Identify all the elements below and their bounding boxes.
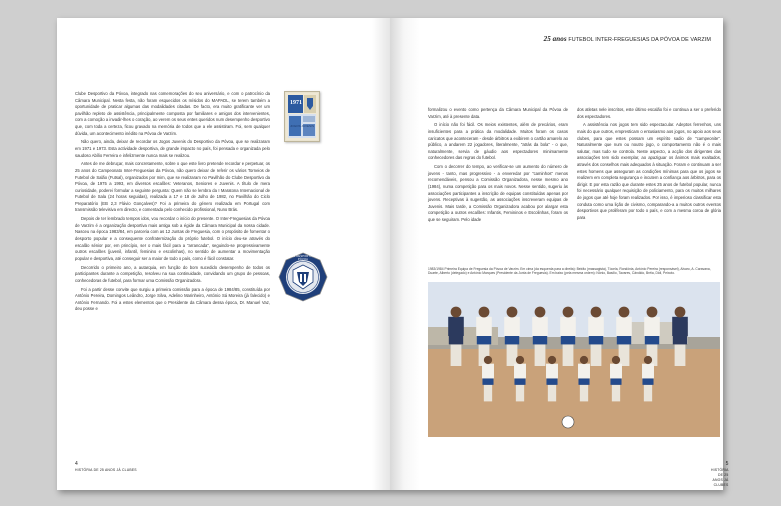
right-page-number: 5	[725, 461, 729, 467]
photo-caption: 1983/1984 Primeira Equipa de Freguesia da Póvoa de Varzim. Em cima (da esquerda para a direita): Beirão (massagista), Tócela, Rondônia, António Pereira (responsável), Alvaro, A. Caravana, Duarte, Alberto (delegado) e António Marques (Presidente da Junta de Freguesia). Em baixo (pela mesma ordem): Nônio, Basílio, Tavares, Cândido, Bréia, Didi, Peixoto.	[428, 267, 711, 276]
body-paragraph: dos atletas nele inscritos, este último escalão foi e continua a ser o preferido dos espectadores.	[577, 107, 721, 119]
right-folio	[711, 461, 728, 487]
running-header	[544, 35, 711, 43]
body-paragraph: Não quero, ainda, deixar de recordar os Jogos Juvenis do Desportivo da Póvoa, que se realizaram em 1971 e 1973. Esta actividade desportiva, de grande impacto no país, foi pensada e organizada pelo saudoso Abílio Ferreira e infelizmente nunca mais se realizou.	[75, 139, 270, 158]
right-page-column-1	[428, 107, 568, 226]
body-paragraph: O início não foi fácil. Os meios existentes, além de precários, eram insuficientes para a prática da modalidade. Muitos foram os casos caricatos que aconteceram - desde árbitros a exibirem o cartão amarelo ao público, a andarem 22 jogadores, literalmente, "atrás da bola" - o que, naturalmente, servia de gáudio aos espectadores minimamente conhecedores das regras do futebol.	[428, 122, 568, 161]
left-page	[57, 18, 390, 490]
header-logo: 25 anos	[543, 35, 567, 43]
body-paragraph: Clube Desportivo da Póvoa, integrado nas comemorações do seu aniversário, e com o patrocínio da Câmara Municipal. Nesta festa, não foram esquecidos os mísidos do MAPADL, se terem também a oportunidade de praticar algumas das modalidades citadas. De facto, era muito gratificante ver um pavilhão repleto de assistência, principalmente composta por familiares e amigos dos intervenientes, com a comoção a invadir-lhes o coração, ao verem os seus entes queridos num desempenho desportivo que, com toda a certeza, ficou gravado na memória de todos que a ele assistiram. Foi, sem qualquer dúvida, um acontecimento inédito na Póvoa de Varzim.	[75, 91, 270, 136]
football	[562, 416, 574, 428]
medal-ring-text: CLUBE DESPORTIVO DA PÓVOA	[285, 255, 321, 261]
body-paragraph: Decorrido o primeiro ano, a autarquia, em função do bom sucedido desempenho de todos os participantes durante a competição, resolveu na sua continuidade, convidando um grupo de pessoas, conhecedoras de futebol, para formar uma Comissão Organizadora.	[75, 264, 270, 283]
commemorative-tile-image	[284, 91, 320, 142]
club-medal-image	[278, 252, 328, 302]
body-paragraph: Depois de ter lembrado tempos idos, vou recordar o início do presente. O Inter-Freguesias da Póvoa de Varzim é a organização desportiva mais antiga sob a égide da Câmara Municipal da nossa cidade. Nasceu na época 1983/84, em parceria com as 12 Juntas de Freguesia, com o propósito de fomentar o desporto popular e a consequente confraternização do próprio futebol. O início deu-se através do escalão sénior por, em princípio, ser o mais fácil para a "arrancada", seguindo-se progressivamente outros escalões (juvenil, infantil, feminino e escolinhas), no sentido de aumentar a movimentação popular e desportiva, até conseguir ser a maior de todo o país, como é fácil constatar.	[75, 216, 270, 261]
left-folio	[75, 461, 137, 472]
body-paragraph: Foi a partir desse convite que surgiu a primeira comissão para a época de 1984/85, constituída por António Pereira, Domingos Leândro, Jorge Silva, Adelino Marinheiro, António Sá Moreira (já falecido) e António Fernando. Foi a estes elementos que o Presidente da Câmara dessa época, Dr. Manuel Vaz, deu posse e	[75, 286, 270, 312]
left-page-text-column	[75, 91, 270, 315]
magazine-spread	[57, 18, 729, 490]
body-paragraph: A assistência nos jogos tem sido espectacular. Adeptos ferrenhos, uns mais do que outros, empresticam o entusiasmo aos jogos, no apoio aos seus clubes, para que estes possam um espírito sadio de "campeonite". Naturalmente que num ou noutro jogo, o comportamento não é o mais salutar, mas tudo se controla. Neste aspecto, a acção dos dirigentes das associações tem sido exemplar, ao apaziguar os ânimos mais exaltados, através dos conselhos mais adequados à situação. Foram e continuam a ser estes homens que asseguram as condições mínimas para que os jogos se realizem em completa segurança e incutem a confiança aos árbitros, para os dirigir. E por esta razão que durante estes 25 anos de futebol popular, nunca foi necessário qualquer requisição de policiamento, para os muitos milhares de jogos que até hoje foram realizados. Por isso, é imperioso classificar esta conduta como uma lição de civismo, comparando-a a muitos outros eventos desportivos que proliferam por todo o país, e com a mesma coroa de glória para	[577, 122, 721, 220]
right-page-column-2	[577, 107, 721, 223]
tile-caption-text: JOGOS JUVENIS	[289, 124, 314, 128]
tile-year-text: 1971	[290, 100, 302, 106]
left-folio-subtitle: HISTÓRIA DE 25 ANOS JÁ CLUBES	[75, 468, 137, 472]
body-paragraph: Com o decorrer do tempo, ao verificar-se um aumento do número de jovens - tanto, mas progressivo - a enveredar por "caminhos" menos recomendáveis, pensou a Comissão Organizadora, nesse mesmo ano (1984), numa competição para os mais novos. Nesse sentido, sugeriu às associações participantes a inscrição de equipas constituídas apenas por jovens. Receptivas à sugestão, as associações inscreveram equipas de Juvenis. Mais tarde, a Comissão Organizadora acabou por alargar esta competição a outros escalões: Infantis, Femininos e Escolinhas, foram os que se seguiram. Pelo idade	[428, 164, 568, 222]
team-photo	[428, 282, 720, 437]
body-paragraph: Antes de me debruçar, mais concretamente, sobre o que este livro pretende recordar e perpetuar, os 25 anos do Campeonato Inter-Freguesias da Póvoa, não quero deixar de referir os vários Torneios de Futebol de Salão (Futsal), organizados por mim, que se realizaram no Pavilhão do Clube Desportivo da Póvoa, de 1975 a 1993, em diversos escalões: Veteranos, Seniores e Juvenis. A título de mera curiosidade, poderei formular a seguinte pergunta: Quem não se lembra da I Maratona Internacional de Futebol de Sala (24 horas seguidas), realizada a 17 e 18 de Julho de 1982, no Pavilhão do Ciclo Preparatório (EB 2,3 Flávio Gonçalves)? Foi a primeira do género realizada em Portugal com transmissão televisiva em directo, e comentada pelo conhecido profissional, Nuno Brás.	[75, 161, 270, 213]
body-paragraph: formalizou o evento como pertença da Câmara Municipal da Póvoa de Varzim, até à presente data.	[428, 107, 568, 119]
left-page-number: 4	[75, 461, 78, 467]
right-folio-subtitle: HISTÓRIA DE 25 ANOS JÁ CLUBES	[711, 468, 729, 487]
header-title: FUTEBOL INTER-FREGUESIAS DA PÓVOA DE VARZIM	[568, 37, 711, 43]
